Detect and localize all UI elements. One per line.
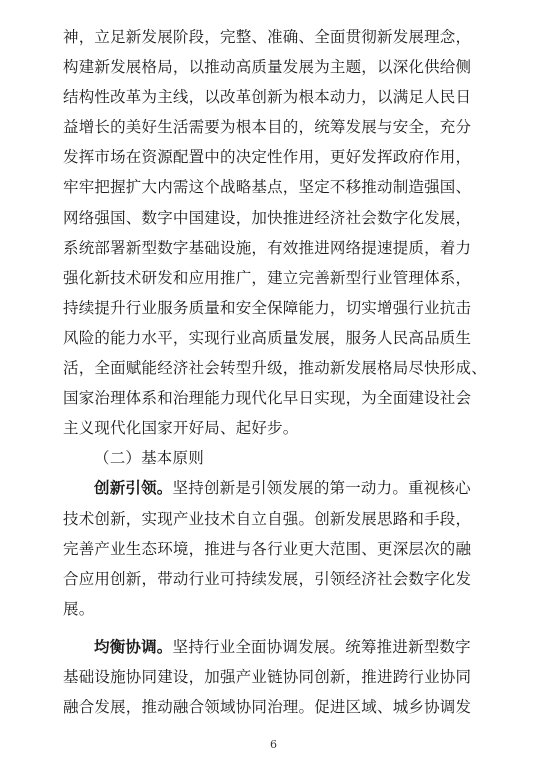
- text-line: 强化新技术研发和应用推广，建立完善新型行业管理体系，: [63, 268, 472, 287]
- text-line: 主义现代化国家开好局、起好步。: [63, 419, 299, 438]
- text-line: 风险的能力水平，实现行业高质量发展，服务人民高品质生: [63, 328, 472, 347]
- text-line: 结构性改革为主线，以改革创新为根本动力，以满足人民日: [63, 88, 472, 107]
- principle-balance: [63, 632, 493, 722]
- text-line: 神，立足新发展阶段，完整、准确、全面贯彻新发展理念，: [63, 28, 472, 46]
- text-line: 牢牢把握扩大内需这个战略基点，坚定不移推动制造强国、: [63, 178, 472, 197]
- paragraph-gap: [63, 624, 493, 632]
- principle-text: 坚持创新是引领发展的第一动力。重视核心: [172, 479, 471, 498]
- body-text: [63, 22, 493, 722]
- principle-first-line: [63, 632, 493, 662]
- text-line: 基础设施协同建设，加强产业链协同创新，推进跨行业协同: [63, 667, 472, 686]
- text-line: 完善产业生态环境，推进与各行业更大范围、更深层次的融: [63, 539, 472, 558]
- principle-title: 创新引领。: [94, 479, 173, 498]
- principle-title: 均衡协调。: [94, 637, 173, 656]
- page-number: 6: [270, 738, 277, 751]
- text-line: 益增长的美好生活需要为根本目的，统筹发展与安全，充分: [63, 118, 472, 137]
- text-line: 合应用创新，带动行业可持续发展，引领经济社会数字化发: [63, 569, 472, 588]
- text-line: 活，全面赋能经济社会转型升级，推动新发展格局尽快形成、: [63, 359, 487, 378]
- text-line: 融合发展，推动融合领域协同治理。促进区域、城乡协调发: [63, 698, 472, 717]
- principle-innovation: [63, 473, 493, 623]
- text-line: 持续提升行业服务质量和安全保障能力，切实增强行业抗击: [63, 298, 472, 317]
- principle-first-line: [63, 473, 493, 503]
- text-line: 系统部署新型数字基础设施，有效推进网络提速提质，着力: [63, 238, 472, 257]
- section-heading: （二）基本原则: [94, 449, 204, 468]
- text-line: 展。: [63, 599, 95, 618]
- text-line: 网络强国、数字中国建设，加快推进经济社会数字化发展，: [63, 208, 472, 227]
- principle-text: 坚持行业全面协调发展。统筹推进新型数字: [172, 637, 471, 656]
- text-line: 发挥市场在资源配置中的决定性作用，更好发挥政府作用，: [63, 148, 472, 167]
- text-line: 技术创新，实现产业技术自立自强。创新发展思路和手段，: [63, 509, 472, 528]
- intro-paragraph: [63, 22, 493, 443]
- text-line: 构建新发展格局，以推动高质量发展为主题，以深化供给侧: [63, 58, 472, 77]
- text-line: 国家治理体系和治理能力现代化早日实现，为全面建设社会: [63, 389, 472, 408]
